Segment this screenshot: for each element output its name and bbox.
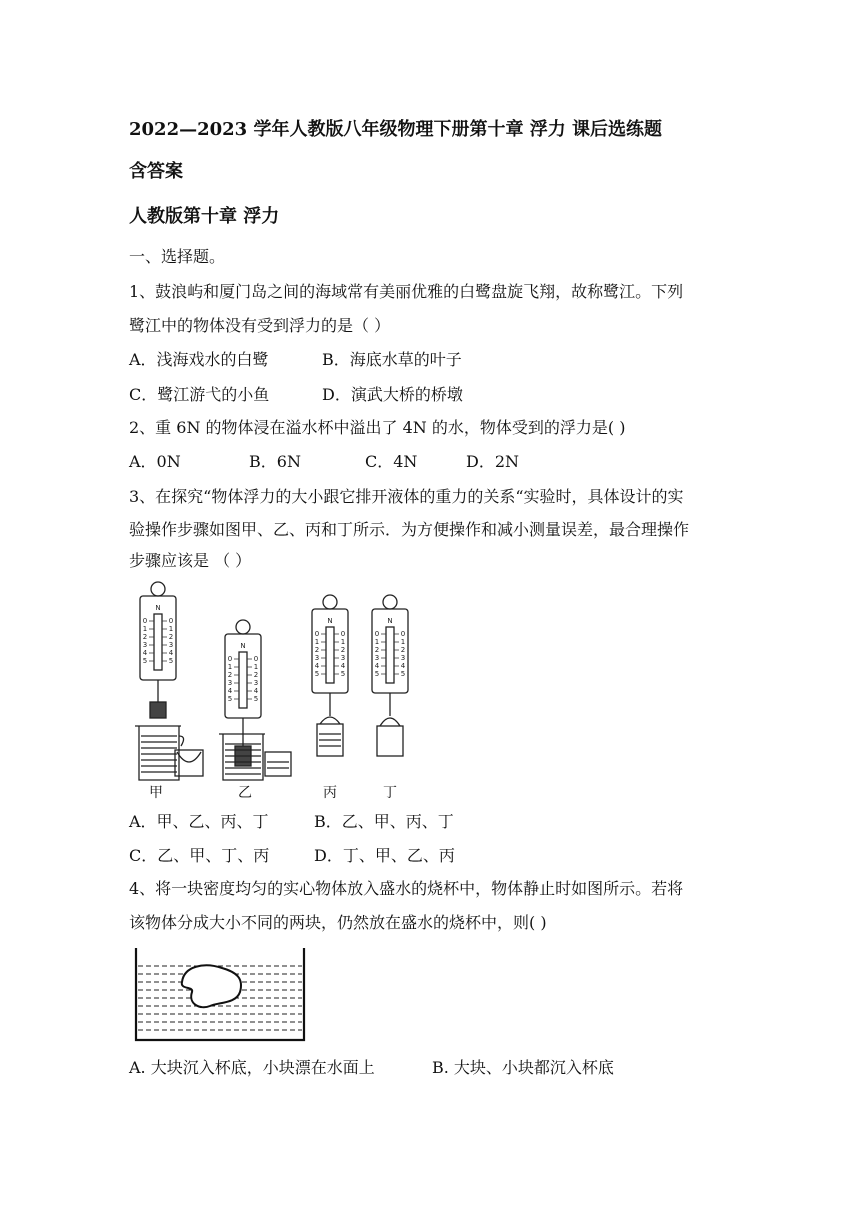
scale-mark: 1 (142, 625, 148, 633)
scale-mark: 3 (142, 641, 148, 649)
scale-mark: 0 (374, 630, 380, 638)
q2-option-d: D．2N (466, 452, 520, 471)
q2-option-a: A．0N (129, 452, 181, 471)
q1-option-c: C．鹭江游弋的小鱼 (129, 385, 270, 404)
scale-mark: 0 (340, 630, 346, 638)
floating-object (182, 965, 241, 1007)
scale-mark: 2 (227, 671, 233, 679)
scale-mark: 0 (253, 655, 259, 663)
q3-option-a: A．甲、乙、丙、丁 (129, 812, 269, 831)
scale-mark: 4 (340, 662, 346, 670)
scale-mark: 4 (253, 687, 259, 695)
q3-option-d: D．丁、甲、乙、丙 (314, 846, 455, 865)
q2-option-c: C．4N (365, 452, 418, 471)
chapter-heading: 人教版第十章 浮力 (129, 206, 280, 227)
scale-letter-bing: N (327, 617, 333, 625)
scale-mark: 1 (400, 638, 406, 646)
q4-stem-line2: 该物体分成大小不同的两块，仍然放在盛水的烧杯中，则( ) (129, 913, 547, 932)
scale-mark: 1 (314, 638, 320, 646)
scale-mark: 5 (314, 670, 320, 678)
q3-spring-scale-figure (129, 576, 419, 804)
q1-option-d: D．演武大桥的桥墩 (322, 385, 463, 404)
scale-mark: 3 (400, 654, 406, 662)
fig-label-ding: 丁 (383, 785, 397, 801)
scale-mark: 5 (400, 670, 406, 678)
scale-mark: 3 (253, 679, 259, 687)
q4-option-a: A. 大块沉入杯底，小块漂在水面上 (129, 1058, 375, 1077)
fig-label-bing: 丙 (323, 785, 337, 801)
scale-mark: 3 (340, 654, 346, 662)
scale-mark: 2 (374, 646, 380, 654)
scale-mark: 1 (374, 638, 380, 646)
q3-option-b: B．乙、甲、丙、丁 (314, 812, 454, 831)
scale-mark: 5 (168, 657, 174, 665)
beaker-yi (219, 734, 291, 780)
q1-option-a: A．浅海戏水的白鹭 (129, 350, 269, 369)
scale-mark: 0 (168, 617, 174, 625)
scale-mark: 4 (374, 662, 380, 670)
scale-mark: 0 (227, 655, 233, 663)
q2-stem: 2、重 6N 的物体浸在溢水杯中溢出了 4N 的水，物体受到的浮力是( ) (129, 418, 626, 437)
scale-mark: 3 (314, 654, 320, 662)
scale-mark: 2 (142, 633, 148, 641)
q3-stem-line1: 3、在探究“物体浮力的大小跟它排开液体的重力的关系“实验时，具体设计的实 (129, 487, 684, 506)
q1-stem-line1: 1、鼓浪屿和厦门岛之间的海域常有美丽优雅的白鹭盘旋飞翔，故称鹭江。下列 (129, 282, 684, 301)
scale-mark: 5 (253, 695, 259, 703)
scale-mark: 5 (227, 695, 233, 703)
scale-mark: 5 (340, 670, 346, 678)
scale-mark: 2 (340, 646, 346, 654)
scale-mark: 4 (168, 649, 174, 657)
fig-label-jia: 甲 (149, 785, 163, 801)
scale-mark: 0 (400, 630, 406, 638)
scale-mark: 1 (168, 625, 174, 633)
scale-mark: 2 (314, 646, 320, 654)
fig-label-yi: 乙 (238, 785, 252, 801)
doc-title-line2: 含答案 (129, 161, 183, 182)
q2-option-b: B．6N (249, 452, 301, 471)
q3-stem-line3: 步骤应该是 （ ） (129, 551, 252, 570)
scale-mark: 4 (400, 662, 406, 670)
scale-mark: 2 (400, 646, 406, 654)
q4-beaker-figure (134, 944, 306, 1044)
scale-mark: 2 (168, 633, 174, 641)
scale-mark: 3 (227, 679, 233, 687)
scale-mark: 3 (168, 641, 174, 649)
scale-letter-jia: N (155, 604, 161, 612)
scale-mark: 2 (253, 671, 259, 679)
q3-stem-line2: 验操作步骤如图甲、乙、丙和丁所示．为方便操作和减小测量误差，最合理操作 (129, 520, 690, 539)
scale-mark: 1 (340, 638, 346, 646)
scale-mark: 0 (314, 630, 320, 638)
scale-mark: 1 (253, 663, 259, 671)
q1-stem-line2: 鹭江中的物体没有受到浮力的是（ ） (129, 316, 391, 335)
q4-stem-line1: 4、将一块密度均匀的实心物体放入盛水的烧杯中，物体静止时如图所示。若将 (129, 879, 684, 898)
beaker-jia (135, 726, 203, 780)
q3-option-c: C．乙、甲、丁、丙 (129, 846, 270, 865)
scale-mark: 4 (227, 687, 233, 695)
scale-mark: 4 (142, 649, 148, 657)
section-heading: 一、选择题。 (129, 247, 226, 266)
q1-option-b: B．海底水草的叶子 (322, 350, 462, 369)
scale-mark: 5 (374, 670, 380, 678)
scale-mark: 3 (374, 654, 380, 662)
scale-mark: 0 (142, 617, 148, 625)
scale-mark: 5 (142, 657, 148, 665)
q4-option-b: B. 大块、小块都沉入杯底 (432, 1058, 614, 1077)
doc-title-line1: 2022—2023 学年人教版八年级物理下册第十章 浮力 课后选练题 (129, 119, 662, 140)
scale-mark: 1 (227, 663, 233, 671)
scale-mark: 4 (314, 662, 320, 670)
scale-letter-ding: N (387, 617, 393, 625)
scale-letter-yi: N (240, 642, 246, 650)
